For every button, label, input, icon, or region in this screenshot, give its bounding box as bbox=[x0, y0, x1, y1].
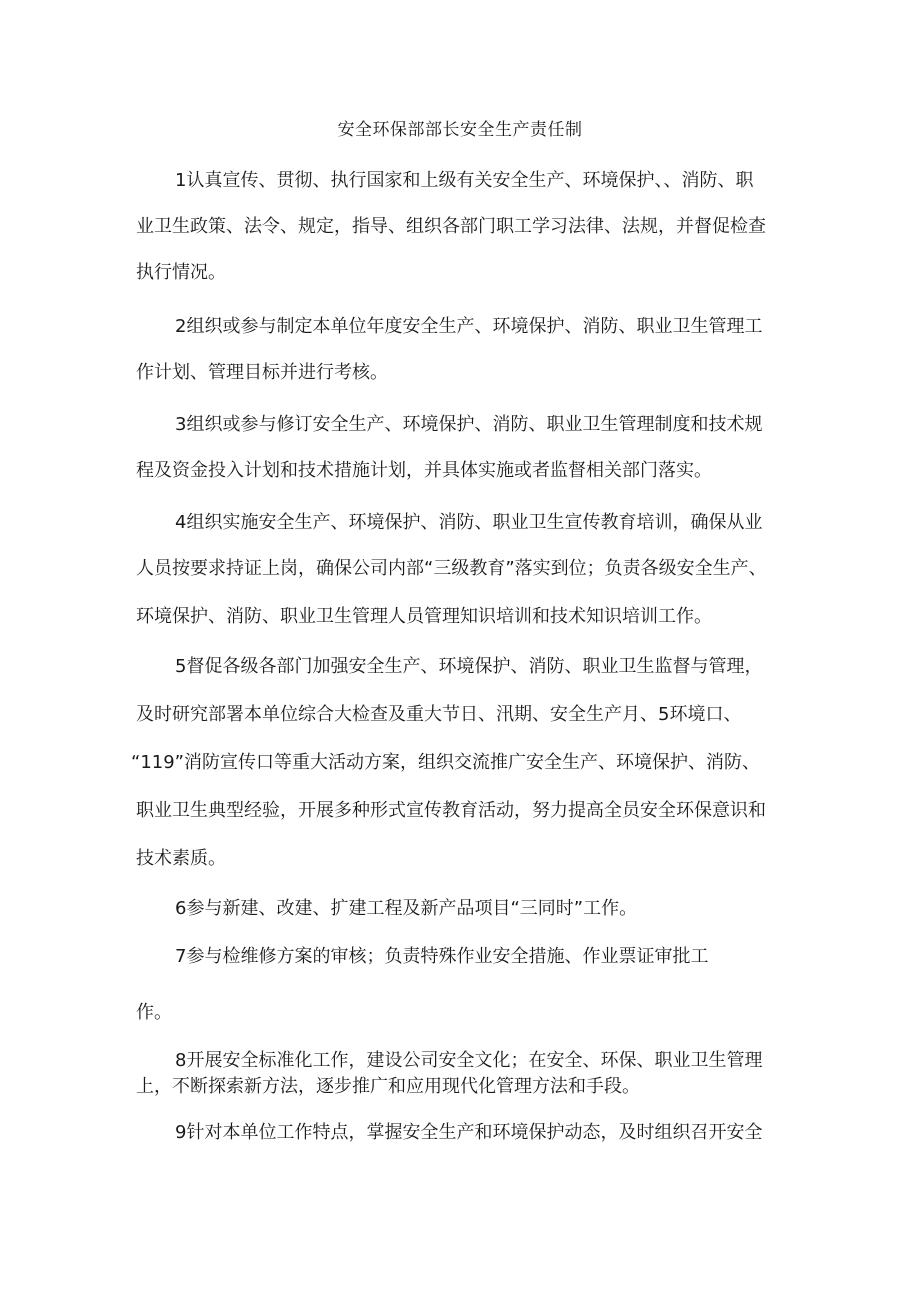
text-line: 职业卫生典型经验，开展多种形式宣传教育活动，努力提高全员安全环保意识和 bbox=[136, 800, 766, 821]
text-line: 及时研究部署本单位综合大检查及重大节日、汛期、安全生产月、5环境口、 bbox=[136, 704, 742, 725]
text-line: 1认真宣传、贯彻、执行国家和上级有关安全生产、环境保护、、消防、职 bbox=[175, 170, 754, 191]
text-line: 6参与新建、改建、扩建工程及新产品项目“三同时”工作。 bbox=[175, 898, 638, 919]
text-line: 程及资金投入计划和技术措施计划，并具体实施或者监督相关部门落实。 bbox=[136, 460, 712, 481]
text-line: 5督促各级各部门加强安全生产、环境保护、消防、职业卫生监督与管理， bbox=[175, 656, 763, 677]
text-line: 技术素质。 bbox=[136, 848, 226, 869]
text-line: 8开展安全标准化工作，建设公司安全文化；在安全、环保、职业卫生管理 bbox=[175, 1050, 763, 1071]
text-line: 7参与检维修方案的审核；负责特殊作业安全措施、作业票证审批工 bbox=[175, 946, 709, 967]
text-line: 执行情况。 bbox=[136, 262, 226, 283]
text-line: 3组织或参与修订安全生产、环境保护、消防、职业卫生管理制度和技术规 bbox=[175, 414, 763, 435]
text-line: 上，不断探索新方法，逐步推广和应用现代化管理方法和手段。 bbox=[136, 1076, 640, 1097]
text-line: 9针对本单位工作特点，掌握安全生产和环境保护动态，及时组织召开安全 bbox=[175, 1122, 763, 1143]
page-title: 安全环保部部长安全生产责任制 bbox=[337, 120, 583, 140]
text-line: 业卫生政策、法令、规定，指导、组织各部门职工学习法律、法规，并督促检查 bbox=[136, 216, 766, 237]
text-line: “119”消防宣传口等重大活动方案，组织交流推广安全生产、环境保护、消防、 bbox=[131, 752, 761, 773]
text-line: 4组织实施安全生产、环境保护、消防、职业卫生宣传教育培训，确保从业 bbox=[175, 512, 763, 533]
text-line: 作计划、管理目标并进行考核。 bbox=[136, 362, 388, 383]
text-line: 人员按要求持证上岗，确保公司内部“三级教育”落实到位；负责各级安全生产、 bbox=[136, 558, 767, 579]
text-line: 2组织或参与制定本单位年度安全生产、环境保护、消防、职业卫生管理工 bbox=[175, 316, 763, 337]
text-line: 作。 bbox=[136, 1002, 172, 1023]
text-line: 环境保护、消防、职业卫生管理人员管理知识培训和技术知识培训工作。 bbox=[136, 606, 712, 627]
